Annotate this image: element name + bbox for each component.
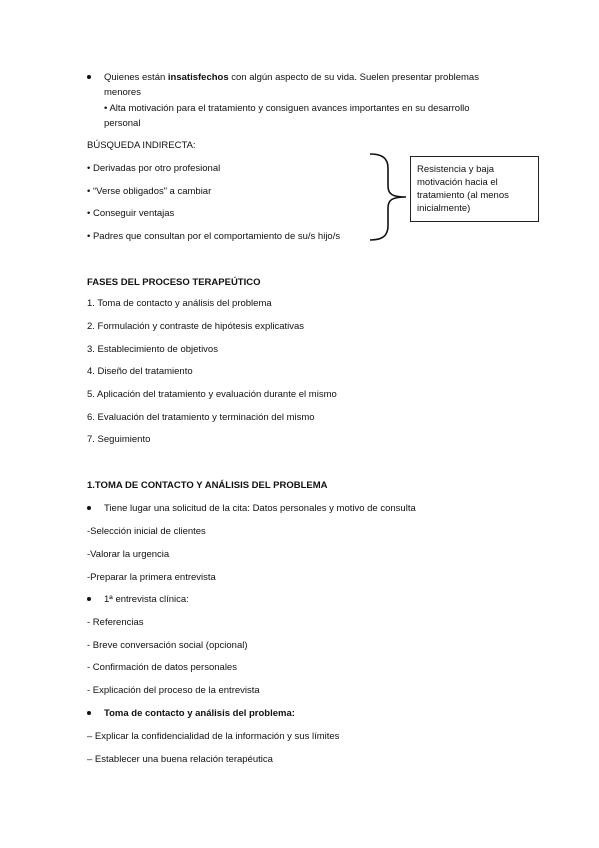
fase-item: 1. Toma de contacto y análisis del problema [87, 298, 272, 309]
toma-sub-item: -Preparar la primera entrevista [87, 572, 216, 583]
bullet-dot [87, 711, 91, 715]
bullet-dot [87, 75, 91, 79]
toma-bullet-1: Tiene lugar una solicitud de la cita: Datos personales y motivo de consulta [104, 503, 416, 514]
toma-sub-item: -Selección inicial de clientes [87, 526, 206, 537]
intro-line-4: personal [104, 118, 141, 129]
toma-sub-item: – Explicar la confidencialidad de la información y sus límites [87, 731, 340, 742]
curly-brace-icon [368, 152, 410, 242]
fase-item: 5. Aplicación del tratamiento y evaluación durante el mismo [87, 389, 337, 400]
fases-heading: FASES DEL PROCESO TERAPEÚTICO [87, 277, 261, 288]
intro-text-rest: con algún aspecto de su vida. Suelen presentar problemas [228, 72, 479, 83]
toma-sub-item: -Valorar la urgencia [87, 549, 170, 560]
busqueda-item: • Conseguir ventajas [87, 208, 175, 219]
toma-heading: 1.TOMA DE CONTACTO Y ANÁLISIS DEL PROBLEMA [87, 480, 328, 491]
toma-bullet-3: Toma de contacto y análisis del problema: [104, 708, 295, 719]
toma-sub-item: - Confirmación de datos personales [87, 662, 237, 673]
fase-item: 7. Seguimiento [87, 434, 151, 445]
busqueda-item: • Derivadas por otro profesional [87, 163, 221, 174]
intro-line-1 [104, 72, 479, 84]
intro-bold-text: insatisfechos [167, 72, 229, 83]
fase-item: 3. Establecimiento de objetivos [87, 344, 218, 355]
fase-item: 2. Formulación y contraste de hipótesis explicativas [87, 321, 305, 332]
fase-item: 4. Diseño del tratamiento [87, 366, 193, 377]
intro-line-2: menores [104, 87, 141, 98]
toma-bullet-2: 1ª entrevista clínica: [104, 594, 189, 605]
busqueda-heading: BÚSQUEDA INDIRECTA: [87, 140, 196, 151]
intro-text: Quienes están [104, 72, 168, 83]
toma-sub-item: - Breve conversación social (opcional) [87, 640, 248, 651]
fase-item: 6. Evaluación del tratamiento y terminación del mismo [87, 412, 315, 423]
toma-sub-item: - Referencias [87, 617, 144, 628]
intro-line-3: • Alta motivación para el tratamiento y consiguen avances importantes en su desarrollo [104, 103, 470, 114]
toma-sub-item: - Explicación del proceso de la entrevista [87, 685, 260, 696]
toma-sub-item: – Establecer una buena relación terapéutica [87, 754, 273, 765]
note-box: Resistencia y baja motivación hacia el tratamiento (al menos inicialmente) [410, 156, 539, 222]
bullet-dot [87, 597, 91, 601]
busqueda-item: • Padres que consultan por el comportamiento de su/s hijo/s [87, 231, 341, 242]
busqueda-item: • “Verse obligados” a cambiar [87, 186, 212, 197]
bullet-dot [87, 506, 91, 510]
